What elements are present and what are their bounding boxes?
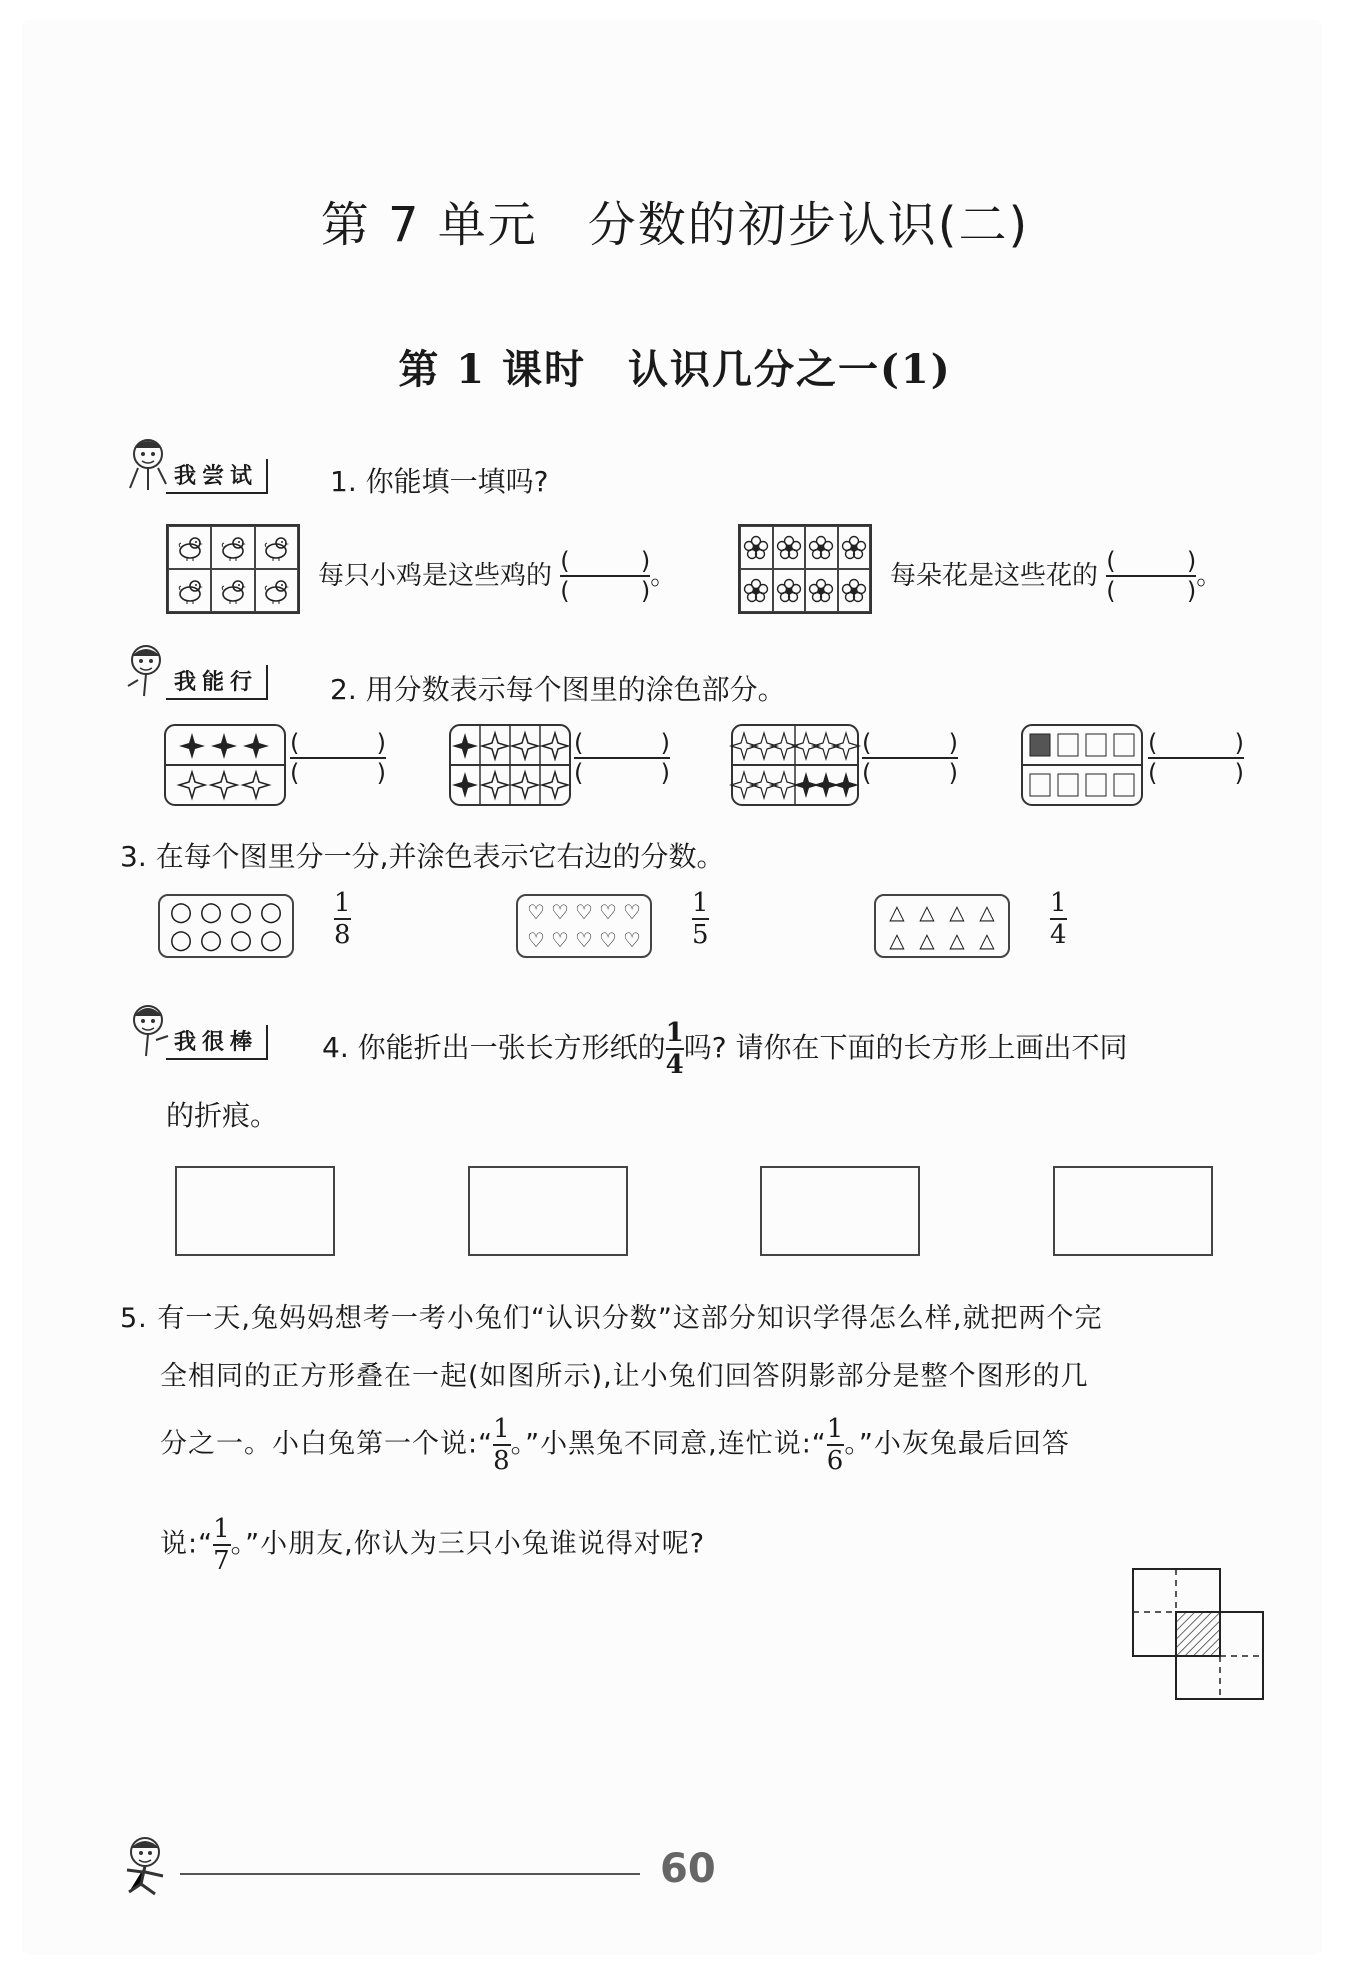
lesson-title: 第 1 课时 认识几分之一(1) [398,346,952,393]
q3-shape: △ [889,900,905,924]
answer-blank[interactable]: ( ) ( ) [1106,547,1197,606]
q3-figure-box[interactable] [874,894,1010,958]
q2-figure-2 [450,725,570,805]
chick-text: 每只小鸡是这些鸡的 [318,560,553,591]
q3-title-text: 3. 在每个图里分一分,并涂色表示它右边的分数。 [120,840,725,873]
q3-shape: ○ [259,897,283,927]
q3-shape: ○ [199,925,223,955]
chick-icon [168,569,211,612]
q3-fraction: 1 8 [334,888,351,950]
badge-great [120,1000,268,1060]
q2-blank-3[interactable]: ( ) ( ) [862,729,958,788]
period: 。 [1196,560,1223,591]
chick-icon [255,526,298,569]
chick-icon [168,526,211,569]
unit-title: 第 7 单元 分数的初步认识(二) [320,197,1030,253]
overlapping-squares-figure [1130,1566,1280,1710]
q4-line2: 的折痕。 [166,1099,279,1132]
q3-shape: ♡ [623,928,641,952]
q5-line1: 5. 有一天,兔妈妈想考一考小兔们“认识分数”这部分知识学得怎么样,就把两个完 [120,1303,1103,1334]
chick-icon [211,526,254,569]
q2-figure-4 [1022,725,1142,805]
flower-icon [838,569,871,612]
flower-icon [773,526,806,569]
flower-icon [838,526,871,569]
q1-chick-question [318,548,676,605]
q3-shape: ♡ [623,900,641,924]
q3-shape: △ [919,900,935,924]
flower-icon [805,526,838,569]
running-kid-icon [115,1830,185,1902]
q3-shape: ○ [229,925,253,955]
fold-rectangle-3[interactable] [760,1166,920,1256]
q3-shape: ♡ [527,928,545,952]
q2-figure-3 [731,725,859,805]
badge-label: 我能行 [166,665,268,700]
q3-title [120,835,725,875]
page-background [22,20,1322,1955]
q3-shape: △ [949,928,965,952]
q3-shape: ○ [229,897,253,927]
footer-rule [180,1873,640,1875]
q1-title [330,460,548,500]
flower-icon [740,526,773,569]
q5-line3: 分之一。小白兔第一个说:“ $\frac{1}{8}$ 。”小黑兔不同意,连忙说:“ $\frac{1}{6}$ 。”小灰兔最后回答 [160,1414,1070,1476]
q3-figure-box[interactable] [516,894,652,958]
badge-can [120,640,268,700]
chick-icon [255,569,298,612]
q3-fraction: 1 5 [692,888,709,950]
q3-figure-box[interactable] [158,894,294,958]
q3-shape: ♡ [551,928,569,952]
flower-icon [773,569,806,612]
period: 。 [650,560,677,591]
q3-shape: ○ [169,925,193,955]
q3-shape: △ [889,928,905,952]
q2-blank-2[interactable]: ( ) ( ) [574,729,670,788]
fold-rectangle-4[interactable] [1053,1166,1213,1256]
q2-title-text: 2. 用分数表示每个图里的涂色部分。 [330,673,786,706]
badge-label: 我很棒 [166,1025,268,1060]
page-number: 60 [660,1846,716,1892]
badge-label: 我尝试 [166,459,268,494]
q3-shape: ○ [169,897,193,927]
fraction-one-sixth: $\frac{1}{6}$ [826,1414,845,1476]
fold-rectangle-2[interactable] [468,1166,628,1256]
q3-shape: ○ [259,925,283,955]
q1-title-text: 1. 你能填一填吗? [330,465,549,498]
q3-shape: △ [949,900,965,924]
chick-grid [166,524,300,614]
q3-shape: ♡ [527,900,545,924]
q3-shape: ♡ [575,900,593,924]
answer-blank[interactable]: ( ) ( ) [560,547,651,606]
q3-shape: ♡ [551,900,569,924]
flower-icon [805,569,838,612]
chick-icon [211,569,254,612]
q3-shape: △ [979,928,995,952]
q5-line4: 说:“ $\frac{1}{7}$ 。”小朋友,你认为三只小兔谁说得对呢? [160,1514,706,1576]
q3-shape: △ [979,900,995,924]
q4-line1 [322,1020,1127,1078]
q2-figure-1 [165,725,285,805]
flower-grid [738,524,872,614]
q2-title [330,668,786,708]
q5-line2: 全相同的正方形叠在一起(如图所示),让小兔们回答阴影部分是整个图形的几 [160,1361,1089,1392]
fraction-one-seventh: $\frac{1}{7}$ [213,1514,231,1576]
q3-shape: ♡ [599,900,617,924]
q4-fraction: $\frac{1}{4}$ [665,1018,684,1080]
q3-shape: △ [919,928,935,952]
q2-blank-4[interactable]: ( ) ( ) [1148,729,1244,788]
q1-flower-question [890,548,1222,605]
fraction-one-eighth: $\frac{1}{8}$ [493,1414,511,1476]
flower-text: 每朵花是这些花的 [890,560,1099,591]
q4-text-b: 吗? 请你在下面的长方形上画出不同 [683,1031,1128,1064]
q3-shape: ♡ [599,928,617,952]
fold-rectangle-1[interactable] [175,1166,335,1256]
q3-shape: ♡ [575,928,593,952]
flower-icon [740,569,773,612]
q3-shape: ○ [199,897,223,927]
q4-text-a: 4. 你能折出一张长方形纸的 [322,1031,666,1064]
q2-blank-1[interactable]: ( ) ( ) [290,729,386,788]
q3-fraction: 1 4 [1050,888,1067,950]
badge-try [120,434,268,494]
